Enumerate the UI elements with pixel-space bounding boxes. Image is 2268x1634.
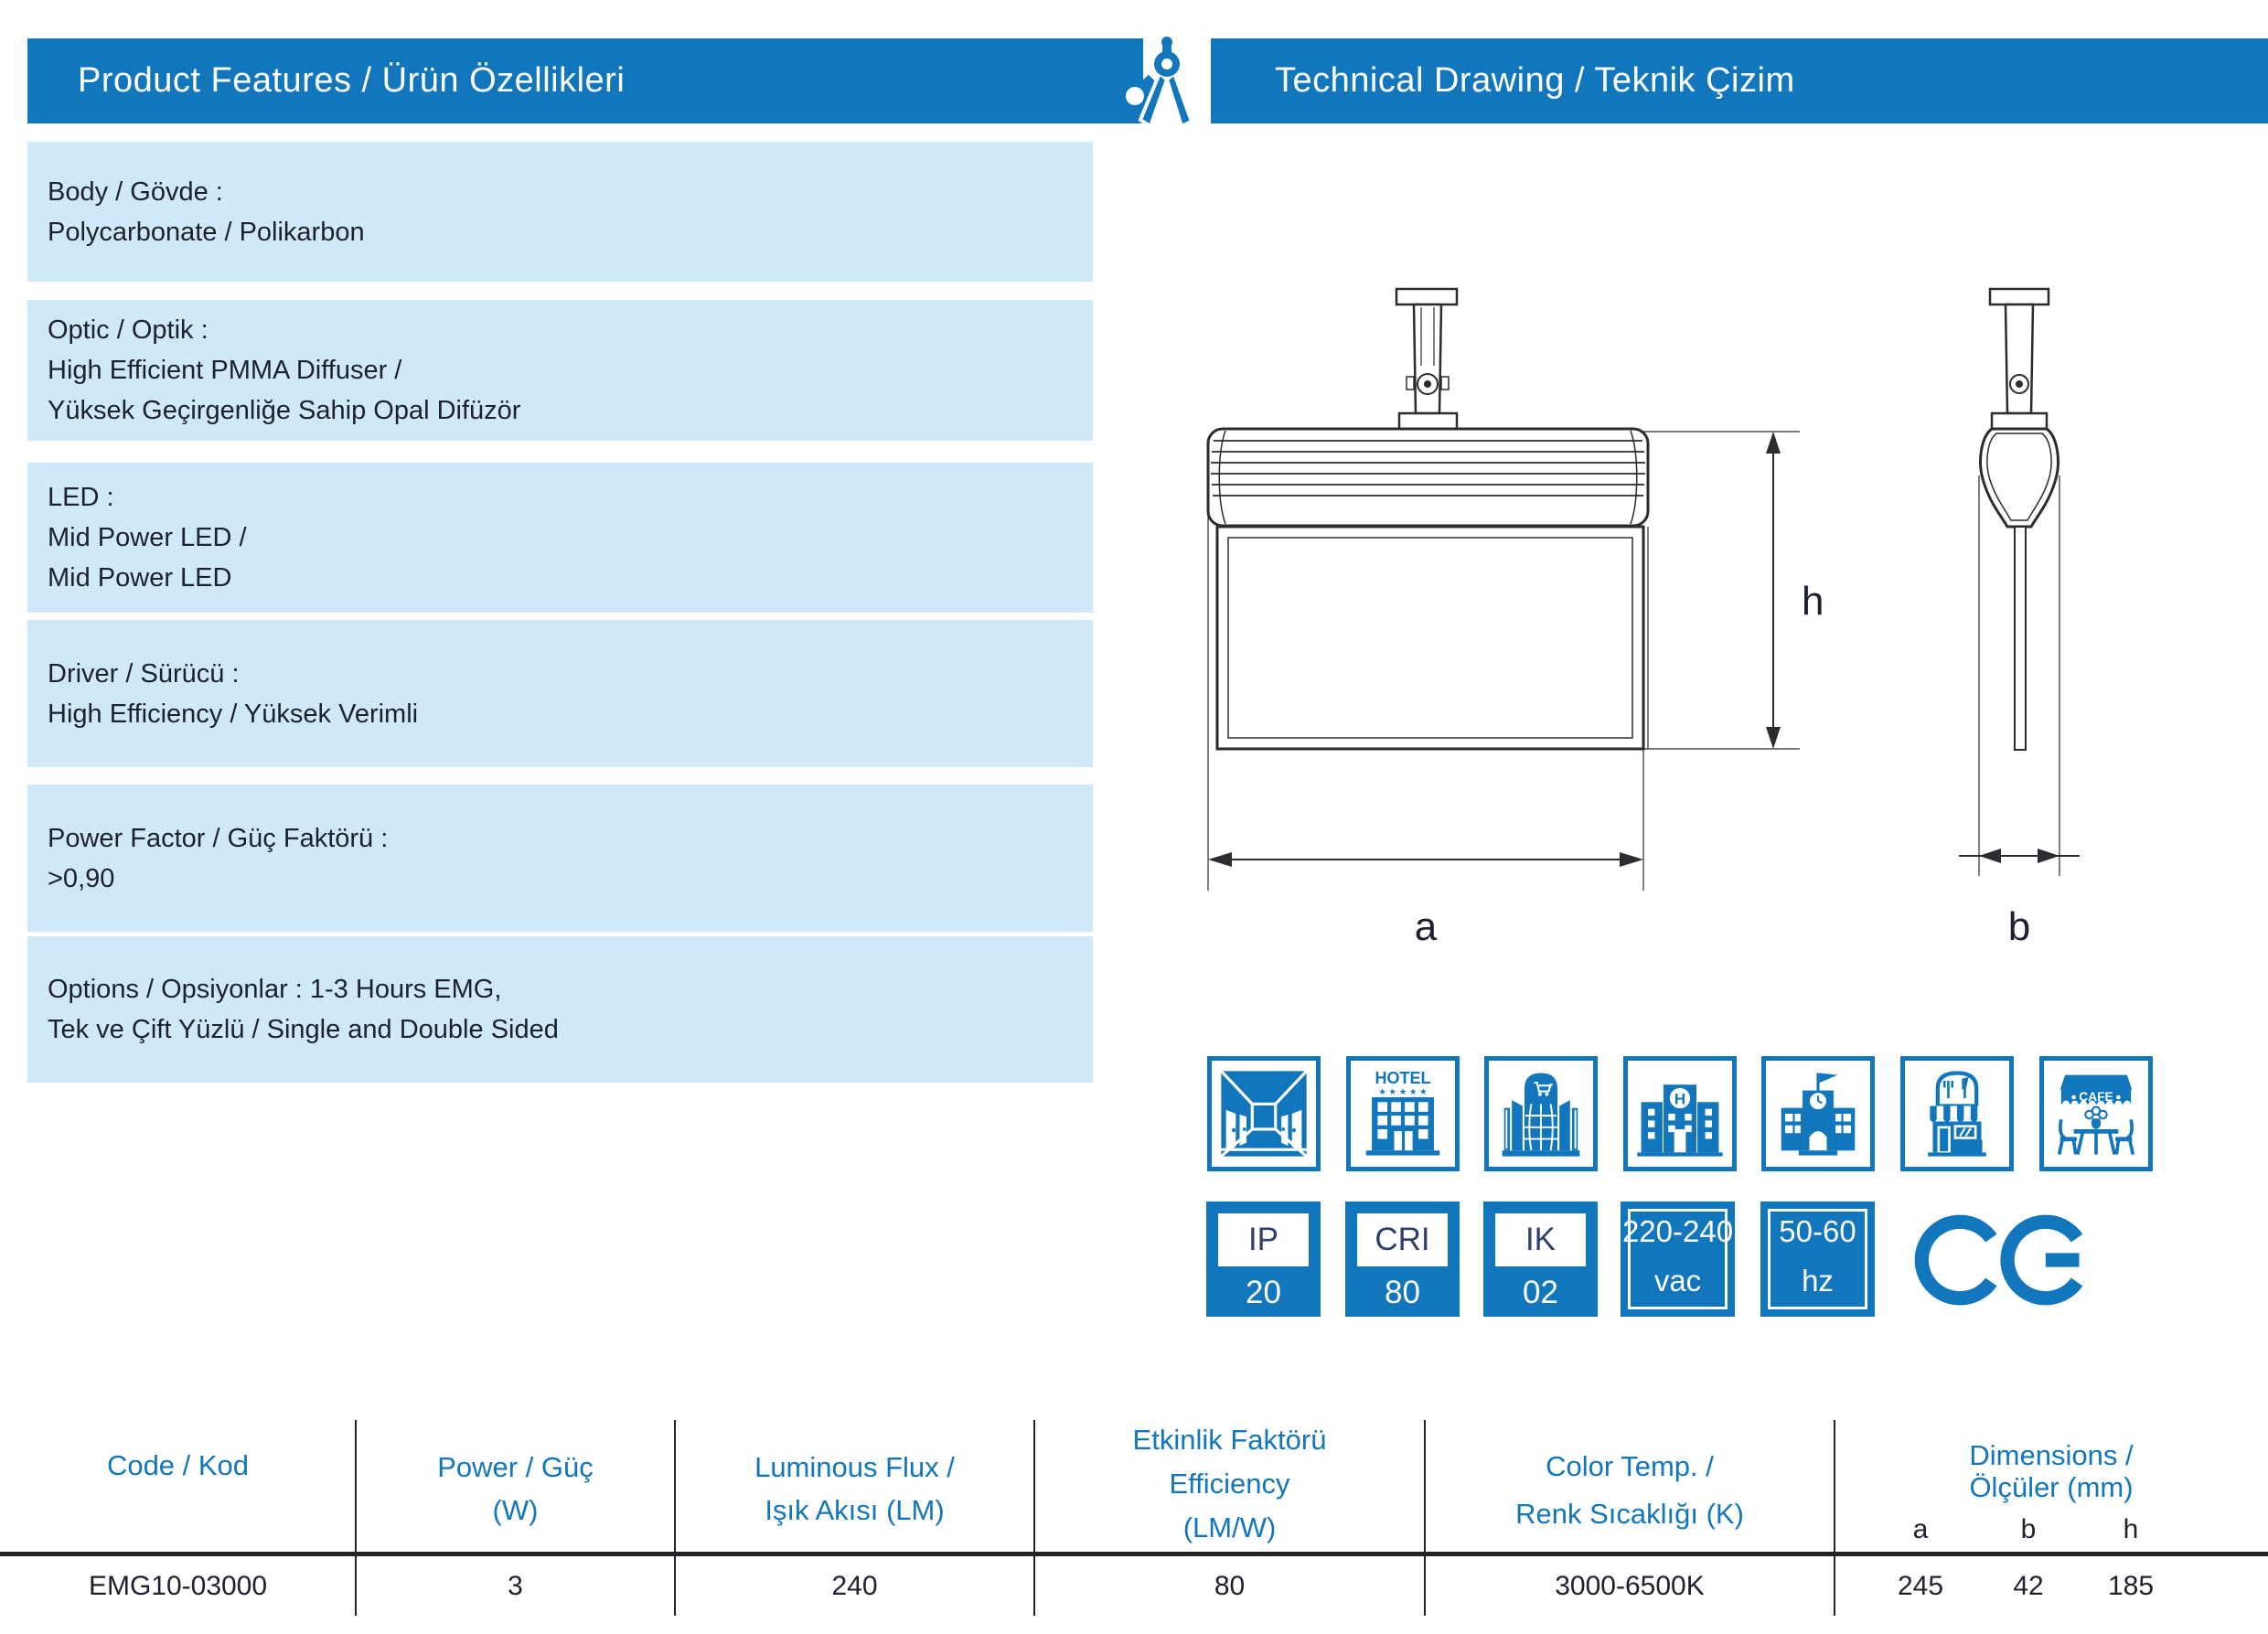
table-value-dim-h: 185 [2107, 1571, 2155, 1601]
badge-cri [1345, 1201, 1460, 1317]
technical-drawing [1171, 256, 2268, 978]
ce-mark [1913, 1203, 2092, 1317]
badge-frequency-range: 50-60 [1779, 1214, 1856, 1248]
badge-cri-label: CRI [1357, 1213, 1448, 1266]
badge-ip-label: IP [1218, 1213, 1309, 1266]
feature-line: Body / Gövde : [48, 176, 223, 207]
cafe-sign-text: CAFE [2079, 1090, 2113, 1105]
table-value-dim-b: 42 [2013, 1571, 2044, 1601]
feature-line: Options / Opsiyonlar : 1-3 Hours EMG, [48, 975, 502, 1004]
table-header-luminous-flux: Luminous Flux / Işık Akısı (LM) [754, 1451, 955, 1526]
table-value-color-temp: 3000-6500K [1555, 1571, 1705, 1601]
hospital-h-letter: H [1674, 1090, 1686, 1108]
badge-ip [1206, 1201, 1321, 1317]
badge-ik-value: 02 [1523, 1275, 1558, 1310]
application-box-cafe [2039, 1056, 2153, 1171]
table-value-flux: 240 [831, 1571, 878, 1601]
badge-frequency [1760, 1201, 1875, 1317]
product-features-header-bar [27, 38, 1143, 123]
table-subheader-b: b [2020, 1514, 2037, 1544]
technical-drawing-header-bar [1211, 38, 2268, 123]
feature-line: Mid Power LED [48, 563, 232, 593]
front-view [1208, 289, 1800, 891]
table-header-dimensions: Dimensions / Ölçüler (mm) [1969, 1439, 2134, 1503]
side-view [1959, 289, 2080, 876]
application-box-hospital [1623, 1056, 1737, 1171]
feature-box-optic [27, 300, 1093, 441]
dimension-label-a: a [1414, 904, 1438, 949]
hotel-stars: ★ ★ ★ ★ ★ [1378, 1086, 1428, 1097]
feature-line: High Efficient PMMA Diffuser / [48, 356, 402, 385]
feature-line: >0,90 [48, 863, 115, 893]
gear-compass-icon [1110, 31, 1200, 128]
hotel-icon [1354, 1064, 1451, 1163]
badge-ik [1483, 1201, 1598, 1317]
school-icon [1770, 1064, 1867, 1163]
feature-line: LED : [48, 483, 114, 512]
table-subheader-a: a [1912, 1514, 1929, 1544]
badge-frequency-unit: hz [1802, 1264, 1834, 1298]
application-box-hotel [1346, 1056, 1460, 1171]
feature-box-led [27, 463, 1093, 613]
application-box-corridor [1207, 1056, 1321, 1171]
table-value-power: 3 [508, 1571, 523, 1601]
application-box-school [1761, 1056, 1875, 1171]
table-value-code: EMG10-03000 [88, 1571, 268, 1601]
feature-line: High Efficiency / Yüksek Verimli [48, 699, 419, 729]
feature-line: Mid Power LED / [48, 523, 247, 552]
corridor-icon [1215, 1064, 1312, 1163]
table-header-divider [0, 1552, 2268, 1556]
table-subheader-h: h [2123, 1514, 2139, 1544]
table-value-efficiency: 80 [1214, 1571, 1246, 1601]
table-header-power: Power / Güç (W) [437, 1451, 594, 1526]
product-features-title: Product Features / Ürün Özellikleri [78, 61, 626, 100]
feature-box-options [27, 936, 1093, 1083]
badge-voltage [1621, 1201, 1735, 1317]
cafe-icon [2048, 1064, 2145, 1163]
badge-ip-value: 20 [1246, 1275, 1281, 1310]
table-header-efficiency: Etkinlik Faktörü Efficiency (LM/W) [1132, 1424, 1327, 1543]
hotel-sign-text: HOTEL [1375, 1069, 1431, 1088]
table-value-dim-a: 245 [1897, 1571, 1944, 1601]
feature-box-driver [27, 620, 1093, 767]
badge-ik-label: IK [1495, 1213, 1586, 1266]
feature-box-power-factor [27, 785, 1093, 932]
hospital-icon [1631, 1064, 1728, 1163]
shopping-mall-icon [1492, 1064, 1589, 1163]
badge-voltage-unit: vac [1653, 1264, 1702, 1298]
feature-line: Optic / Optik : [48, 315, 209, 345]
feature-line: Polycarbonate / Polikarbon [48, 217, 365, 247]
feature-line: Tek ve Çift Yüzlü / Single and Double Sided [48, 1015, 559, 1044]
feature-line: Driver / Sürücü : [48, 658, 240, 689]
dimension-label-b: b [2007, 904, 2031, 949]
table-header-code: Code / Kod [106, 1449, 250, 1481]
application-box-shopping-mall [1484, 1056, 1598, 1171]
application-box-restaurant [1900, 1056, 2014, 1171]
badge-cri-value: 80 [1385, 1275, 1420, 1310]
badge-voltage-range: 220-240 [1621, 1214, 1734, 1248]
feature-line: Power Factor / Güç Faktörü : [48, 823, 389, 853]
restaurant-icon [1909, 1064, 2006, 1163]
table-header-color-temp: Color Temp. / Renk Sıcaklığı (K) [1515, 1450, 1744, 1530]
dimension-label-h: h [1802, 579, 1824, 624]
technical-drawing-title: Technical Drawing / Teknik Çizim [1275, 61, 1795, 100]
feature-box-body [27, 142, 1093, 282]
feature-line: Yüksek Geçirgenliğe Sahip Opal Difüzör [48, 396, 521, 425]
